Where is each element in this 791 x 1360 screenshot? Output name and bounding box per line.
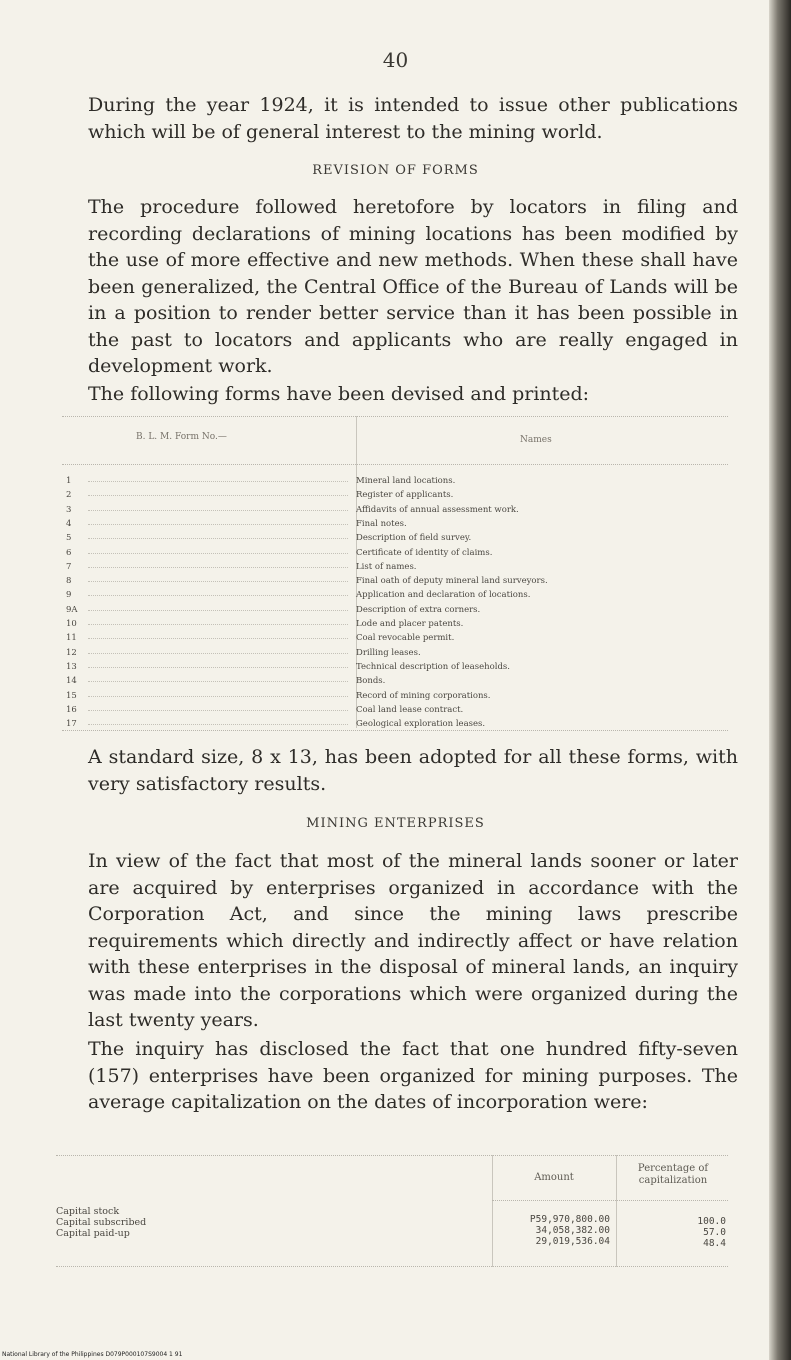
leader-dots	[88, 653, 348, 654]
leader-dots	[88, 681, 348, 682]
capital-divider-2	[616, 1155, 617, 1267]
form-row	[66, 662, 726, 672]
form-number: 9A	[66, 604, 78, 615]
form-name: Mineral land locations.	[356, 476, 456, 486]
form-row	[66, 476, 726, 486]
leader-dots	[88, 581, 348, 582]
form-row	[66, 505, 726, 515]
form-row	[66, 548, 726, 558]
form-name: Final oath of deputy mineral land surveyors.	[356, 576, 548, 587]
leader-dots	[88, 595, 348, 596]
form-name: Bonds.	[356, 676, 386, 687]
form-number: 8	[66, 576, 72, 587]
header-rule	[62, 464, 728, 465]
leader-dots	[88, 495, 348, 496]
form-name: Certificate of identity of claims.	[356, 547, 493, 558]
leader-dots	[88, 638, 348, 639]
form-name: Affidavits of annual assessment work.	[356, 504, 519, 515]
leader-dots	[88, 696, 348, 697]
forms-intro: The following forms have been devised and printed:	[88, 383, 590, 405]
capital-header-rule	[492, 1200, 728, 1201]
leader-dots	[88, 481, 348, 482]
mining-paragraph-2: The inquiry has disclosed the fact that one hundred fifty-seven (157) enterprises have been organized for mining purposes. The average capitalization on the dates of incorporation were:	[88, 1038, 738, 1113]
form-name: Geological exploration leases.	[356, 719, 486, 730]
form-row	[66, 519, 726, 529]
form-name: Description of field survey.	[356, 533, 472, 544]
leader-dots	[88, 667, 348, 668]
form-number: 2	[66, 490, 72, 501]
capital-amount: P59,970,800.00	[529, 1214, 610, 1225]
leader-dots	[88, 510, 348, 511]
book-spine-shadow	[769, 0, 791, 1360]
capital-amount: 34,058,382.00	[535, 1225, 610, 1236]
mining-paragraph-1: In view of the fact that most of the mineral lands sooner or later are acquired by enterprises organized in accordance with the Corporation Act, and since the mining laws prescribe requirements which directly and indirectly affect or have relation with these enterprises in the disposal of mineral lands, an inquiry was made into the corporations which were organized during the last twenty years.	[88, 850, 738, 1031]
page-number: 40	[382, 48, 409, 72]
form-name: Technical description of leaseholds.	[356, 661, 510, 672]
form-number: 1	[66, 476, 72, 486]
amount-header: Amount	[534, 1172, 574, 1183]
form-name: Application and declaration of locations.	[356, 590, 531, 601]
leader-dots	[88, 710, 348, 711]
leader-dots	[88, 538, 348, 539]
capital-label: Capital subscribed	[56, 1217, 147, 1228]
capital-label: Capital stock	[56, 1206, 120, 1217]
capital-percentage: 48.4	[703, 1238, 726, 1249]
form-number: 11	[66, 633, 77, 644]
form-number: 16	[66, 704, 77, 715]
capital-amount: 29,019,536.04	[535, 1236, 610, 1247]
form-number: 3	[66, 504, 72, 515]
library-footer: National Library of the Philippines D079P000107S9004 1 91	[2, 1351, 183, 1358]
leader-dots	[88, 553, 348, 554]
form-row	[66, 691, 726, 701]
leader-dots	[88, 567, 348, 568]
form-row	[66, 605, 726, 615]
form-row	[66, 633, 726, 643]
mining-heading: MINING ENTERPRISES	[306, 816, 485, 831]
leader-dots	[88, 624, 348, 625]
form-number: 15	[66, 690, 77, 701]
standard-size-paragraph: A standard size, 8 x 13, has been adopted for all these forms, with very satisfactory results.	[88, 746, 738, 795]
form-name: Drilling leases.	[356, 647, 421, 658]
capital-percentage: 100.0	[697, 1216, 726, 1227]
form-row	[66, 619, 726, 629]
form-name: Coal land lease contract.	[356, 704, 464, 715]
form-number: 17	[66, 719, 77, 730]
form-name: Record of mining corporations.	[356, 690, 491, 701]
form-number-header: B. L. M. Form No.—	[136, 432, 227, 442]
form-row	[66, 648, 726, 658]
form-number: 4	[66, 518, 72, 529]
intro-paragraph: During the year 1924, it is intended to issue other publications which will be of general interest to the mining world.	[88, 94, 738, 143]
leader-dots	[88, 524, 348, 525]
form-name: Register of applicants.	[356, 490, 454, 501]
form-row	[66, 490, 726, 500]
table-bottom-rule	[62, 730, 728, 731]
form-name: List of names.	[356, 561, 417, 572]
form-number: 7	[66, 561, 72, 572]
revision-heading: REVISION OF FORMS	[312, 163, 479, 178]
form-name: Description of extra corners.	[356, 604, 481, 615]
table-top-rule	[62, 416, 728, 417]
form-row	[66, 719, 726, 729]
names-header: Names	[520, 435, 552, 445]
form-number: 6	[66, 547, 72, 558]
form-number: 12	[66, 647, 77, 658]
form-row	[66, 590, 726, 600]
form-name: Coal revocable permit.	[356, 633, 455, 644]
form-row	[66, 705, 726, 715]
form-name: Lode and placer patents.	[356, 619, 464, 629]
form-number: 9	[66, 590, 72, 601]
form-number: 5	[66, 533, 72, 544]
form-row	[66, 533, 726, 543]
percentage-header: Percentage of capitalization	[637, 1163, 709, 1186]
form-row	[66, 676, 726, 686]
form-name: Final notes.	[356, 518, 407, 529]
capital-bottom-rule	[56, 1266, 728, 1267]
form-number: 14	[66, 676, 77, 687]
capital-divider-1	[492, 1155, 493, 1267]
form-number: 13	[66, 661, 77, 672]
revision-paragraph: The procedure followed heretofore by locators in filing and recording declarations of mining locations has been modified by the use of more effective and new methods. When these shall have been generalized, the Central Office of the Bureau of Lands will be in a position to render better service than it has been possible in the past to locators and applicants who are really engaged in development work.	[88, 196, 738, 377]
form-row	[66, 576, 726, 586]
form-row	[66, 562, 726, 572]
capital-percentage: 57.0	[703, 1227, 726, 1238]
capital-label: Capital paid-up	[56, 1228, 130, 1239]
capital-top-rule	[56, 1155, 728, 1156]
form-number: 10	[66, 619, 77, 629]
leader-dots	[88, 610, 348, 611]
leader-dots	[88, 724, 348, 725]
